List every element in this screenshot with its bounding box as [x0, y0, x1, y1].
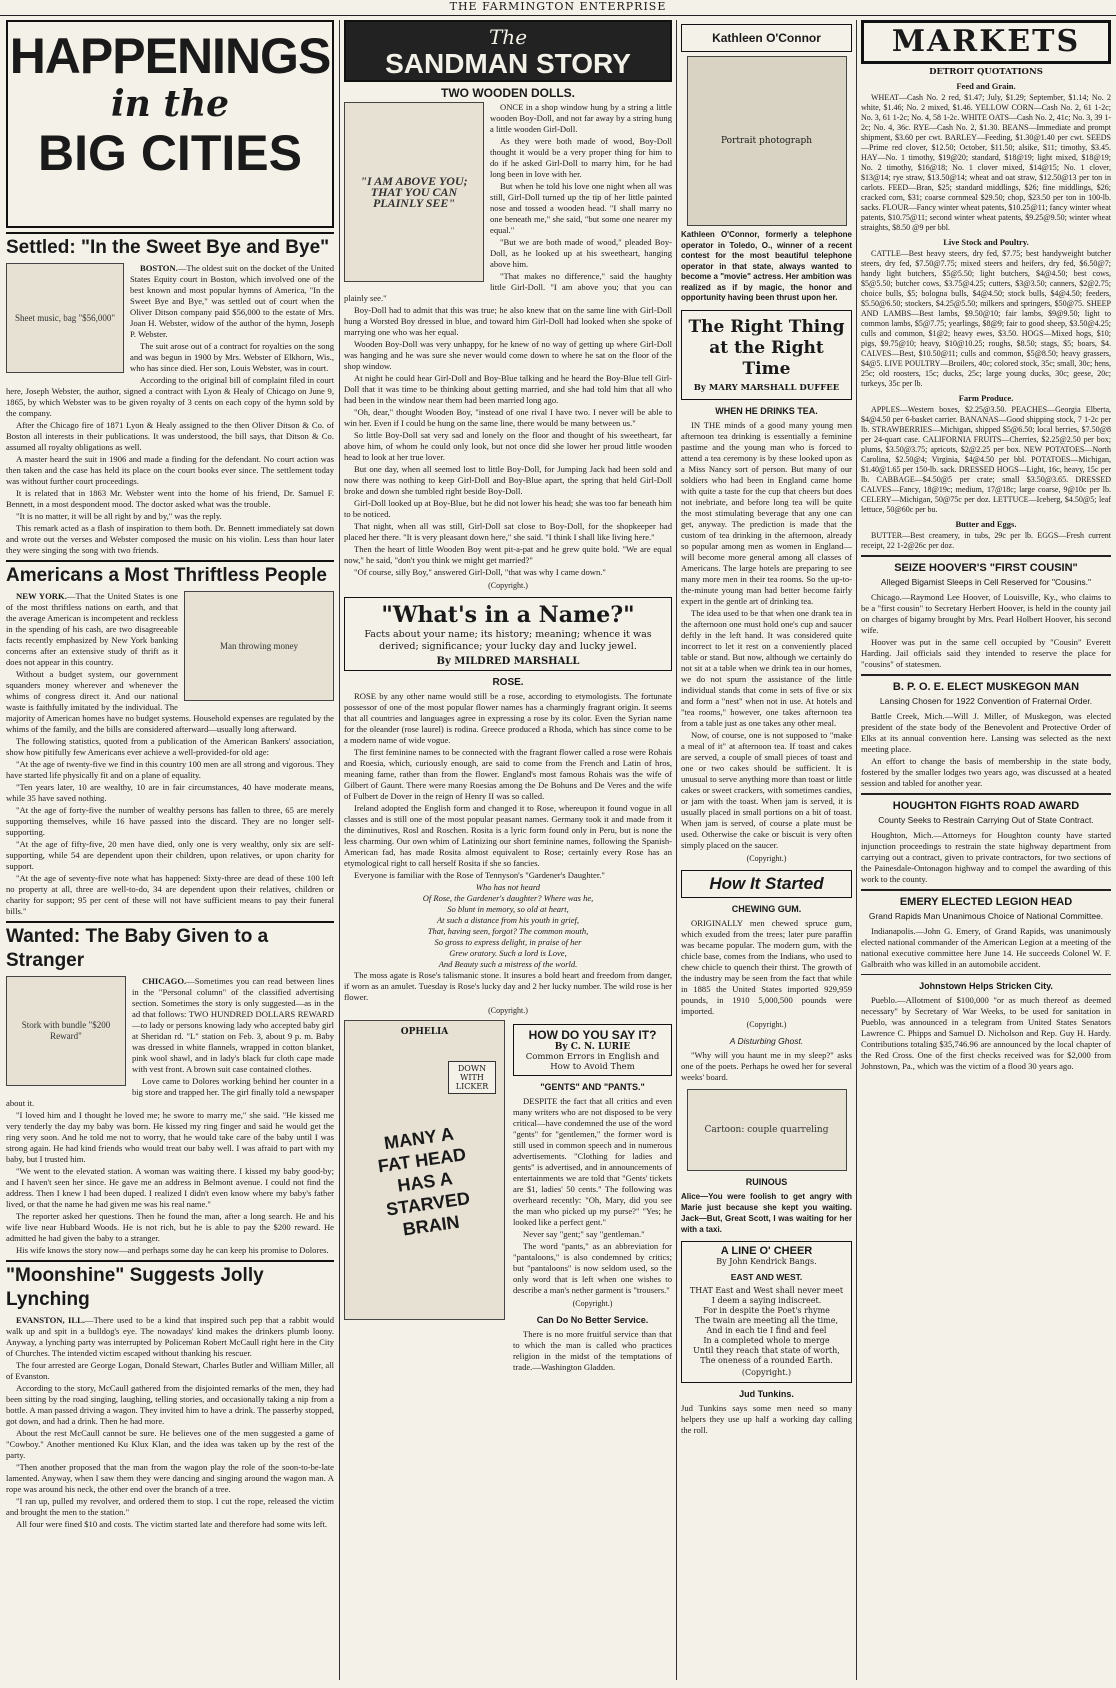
- paragraph: Pueblo.—Allotment of $100,000 "or as much thereof as deemed necessary" by Secretary of War Weeks, to be used for sanitation in Pueblo, was announced in a telegram from United States Senators Lawrence C. Phipps and Samuel D. Nicholson and Rep. Guy H. Hardy. Contributions totaling $35,746.96 are announced by the local chapter of the Red Cross. One of the first checks received was for $2,000 from Johnstown, Pa., which was the victim of a flood 30 years ago.: [861, 995, 1111, 1071]
- story-moonshine: EVANSTON, ILL.—There used to be a kind that inspired such pep that a rabbit would walk up and spit in a bulldog's eye. The nowadays' kind makes the drinkers plumb loony. Anyway, a lynching party was interrupted by Policeman Robert McCaull right here in the City of Churches. The intended victim escaped without thanking his rescuer. The four arrested are George Logan, Donald Stewart, Charles Butler and William Miller, all of Evanston. According to the story, McCaull gathered from the disjointed remarks of the men, they had been sitting by the road singing, laughing, telling stories, and occasionally taking a nip from a bottle. A man passed driving a wagon. They invited him to have a drink. The passerby stopped, got down, and had a drink. Then he had more. About the rest McCaull cannot be sure. He believes one of the men suggested a game of "Cowboy." Another mentioned Ku Klux Klan, and the idea was taken up by the rest of the party. "Then another proposed that the man from the wagon play the role of the soon-to-be-late lamented. Anyway, when I saw them they were dancing and singing around the wagon man. A rope was around his neck, the other end over the branch of a tree. "I ran up, pulled my revolver, and ordered them to stop. I cut the rope, released the victim and brought the men to the station." All four were fined $10 and costs. The victim started late and therefore had some wits left.: [6, 1315, 334, 1529]
- paragraph: An effort to change the basis of membership in the state body, fostered by the smaller lodges two years ago, was discussed at a heated session and tabled for another year.: [861, 756, 1111, 788]
- column-features: [681, 20, 852, 1684]
- copyright: (Copyright.): [488, 581, 528, 590]
- photo-title: Kathleen O'Connor: [712, 31, 821, 45]
- paragraph: Without a budget system, our government squanders money wherever and whenever the whims of congress direct it. And our national waste is faithfully imitated by the individual. The majority of American homes have no budget systems. Household expenses are regulated by the whims of the family, and the bills are considered afterward—usually long afterward.: [6, 669, 334, 734]
- how-say-sub: Common Errors in English and How to Avoid Them: [525, 1052, 660, 1072]
- jud-text: Jud Tunkins says some men need so many helpers they use up half a working day calling the roll.: [681, 1402, 852, 1435]
- sandman-banner-the: The: [488, 25, 528, 49]
- how-started-title: How It Started: [709, 873, 824, 893]
- dateline: EVANSTON, ILL.: [16, 1315, 85, 1325]
- how-say-box: [513, 1024, 672, 1076]
- paragraph: The following statistics, quoted from a publication of the American Bankers' association, show how pitifully few Americans ever achieve a well-provided-for old age:: [6, 736, 334, 757]
- column-rule: [339, 20, 340, 1680]
- paragraph: "I loved him and I thought he loved me; he swore to marry me," she said. "He kissed me very tenderly the day my baby was born. He kissed my ring finger and said he would get the ring very soon. And he told me not to worry, that he would take care of the baby until I was strong again. He had kind friends who would treat our baby well. I was afraid to part with my baby, but I trusted him.: [6, 1110, 334, 1164]
- paragraph: After the Chicago fire of 1871 Lyon & Healy assigned to the then Oliver Ditson & Co. of Boston all interests in their publications. It was understood, the bill says, that Ditson & Co. assumed all royalty obligations as well.: [6, 420, 334, 452]
- sandman-banner: [344, 20, 672, 82]
- column-rule: [676, 20, 677, 1680]
- houghton-sub: County Seeks to Restrain Carrying Out of State Contract.: [878, 815, 1094, 825]
- paragraph: "Why will you haunt me in my sleep?" asks one of the poets. Perhaps he owed her for several weeks' board.: [681, 1049, 852, 1082]
- paragraph: "At the age of twenty-five we find in this country 100 men are all strong and vigorous. They have started life physically fit and on a plane of equality.: [6, 759, 334, 780]
- paragraph: About the rest McCaull cannot be sure. He believes one of the men suggested a game of "Cowboy." Another mentioned Ku Klux Klan, and the idea was taken up by the rest of the party.: [6, 1428, 334, 1460]
- paragraph: "Of course, silly Boy," answered Girl-Doll, "that was why I came down.": [354, 567, 606, 577]
- copyright: (Copyright.): [746, 853, 787, 863]
- paragraph: Never say "gent;" say "gentleman.": [523, 1229, 645, 1239]
- markets-subtitle: DETROIT QUOTATIONS: [929, 67, 1043, 77]
- johnstown-story: [861, 995, 1111, 1072]
- name-box: [344, 597, 672, 671]
- name-rose-story: [344, 691, 672, 1016]
- name-subtitle: Facts about your name; its history; meaning; whence it was derived; significance; your lucky day and lucky jewel.: [364, 629, 652, 652]
- story-sweet-bye: Sheet music, bag "$56,000" BOSTON.—The oldest suit on the docket of the United States Equity court in Boston, which involved one of the best known and most popular hymns of America, "In the Sweet Bye and Bye," was settled out of court when the Oliver Ditson company paid $56,000 to the estate of Mrs. Joan H. Webster, widow of the author of the hymn, Joseph P. Webster. The suit arose out of a contract for royalties on the song and was begun in 1900 by Mrs. Webster of Elkhorn, Wis., who has since died. Her son, Louis Webster, was in court. According to the original bill of complaint filed in court here, Joseph Webster, the author, signed a contract with Lyon & Healy of Chicago on June 9, 1865, by which Webster was to be given royalty of 3 cents on each copy of the hymn sold by the company. After the Chicago fire of 1871 Lyon & Healy assigned to the then Oliver Ditson & Co. of Boston all interests in their publications. It was understood, the bill says, that Ditson & Co. assumed all royalty obligations as well. A master heard the suit in 1906 and made a finding for the defendant. No court action was then taken and the case has held its place on the court books ever since. The settlement today was without further court proceedings. It is related that in 1863 Mr. Webster went into the home of his friend, Dr. Samuel F. Bennett, in a most despondent mood. The doctor asked what was the trouble. "It is no matter, it will be all right by and by," was the reply. This remark acted as a flash of inspiration to them both. Dr. Bennett immediately sat down and wrote out the verses and Webster composed the music on his violin. Less than hour later they were singing the song with two friends.: [6, 263, 334, 555]
- bottom-row: [344, 1020, 672, 1374]
- ruinous-cartoon: Cartoon: couple quarreling: [687, 1089, 847, 1171]
- houghton-head: HOUGHTON FIGHTS ROAD AWARD: [892, 800, 1080, 812]
- divider: [861, 889, 1111, 891]
- market-category: Live Stock and Poultry.: [943, 237, 1029, 247]
- divider: [861, 793, 1111, 795]
- divider: [861, 674, 1111, 676]
- paragraph: "At the age of seventy-five note what has happened: Sixty-three are dead of these 100 left no property at all, three are well-to-do, 34 are dependent upon their relatives, children or charity for support; 95 per cent of these will not have sufficient means to pay their funeral bills.": [6, 873, 334, 916]
- paragraph: The oldest suit on the docket of the United States Equity court in Boston, which involved one of the best known and most popular hymns of America, "In the Sweet Bye and Bye," was settled out of court when the Oliver Ditson company paid $56,000 to the estate of Mrs. Joan H. Webster, widow of the author of the hymn, Joseph P. Webster.: [130, 263, 334, 339]
- paragraph: That the United States is one of the most thriftless nations on earth, and that the average American is incompetent and reckless in the spending of his cash, are two disagreeable facts recently emphasized by New York banking concerns after an extensive study of thrift as it does not appear in this country.: [6, 591, 178, 667]
- paragraph: Girl-Doll looked up at Boy-Blue, but he did not lower his head; she was too far beneath him to be noticed.: [344, 498, 672, 519]
- paragraph: The idea used to be that when one drank tea in the afternoon one must hold one's cup and saucer deftly in the left hand. It was considered quite incorrect to let it rest on a conveniently placed table or stand. But now, although we certainly do not sit at a table when we drink tea in our homes, we do not spurn the assistance of the little individual stands that come in sets of five or six and form a "nest" when not in use. At hotels and "tea rooms," however, one takes afternoon tea from a table just as one takes any other meal.: [681, 607, 852, 728]
- banner-line-1: HAPPENINGS: [9, 28, 331, 84]
- right-thing-story: [681, 420, 852, 864]
- paragraph: The moss agate is Rose's talismanic stone. It insures a bold heart and freedom from danger, if worn as an amulet. Tuesday is Rose's lucky day and 2 her lucky number. The wild rose is her flower.: [344, 970, 672, 1002]
- paragraph: But one day, when all seemed lost to little Boy-Doll, for Jumping Jack had been sold and now there was nothing to keep Girl-Doll and Boy-Blue apart, the spring that held Girl-Doll broke and down she tumbled right beside Boy-Doll.: [344, 464, 672, 496]
- story-baby: Stork with bundle "$200 Reward" CHICAGO.—Sometimes you can read between lines in the "Personal column" of the classified advertising section. Sometimes the story is only suggested—as in the ad that follows: TWO HUNDRED DOLLARS REWARD—to lady or persons knowing lady who accepted baby girl at Sheridan rd. "L" station on Feb. 3, about 9 p. m. Baby was dressed in white flannels, wrapped in cotton blanket, pink wool shawl, and in lady's black fur cloth cape made with vest front. A brown suit case contained clothes. Love came to Dolores working behind her counter in a big store and trapped her. The girl finally told a newspaper about it. "I loved him and I thought he loved me; he swore to marry me," she said. "He kissed me very tenderly the day my baby was born. He kissed my ring finger and said he would get the ring very soon. And he told me not to worry, that he would take care of the baby until I was strong again. He had kind friends who would treat our baby well. I was afraid to part with my baby, but I trusted him. "We went to the elevated station. A woman was waiting there. I kissed my baby good-by; and I haven't seen her since. He gave me an address in Belmont avenue. I could not find the address. Then I knew I had been duped. I realized I didn't even know where my baby's father lived, or that the name he had given me was his real name." The reporter asked her questions. Then he found the man, after a long search. He and his wife live near Hubbard Woods. He is not rich, but he is able to pay the $200 reward. He admitted he had given the baby to a stranger. His wife knows the story now—and perhaps some day he can keep his promise to Dolores.: [6, 976, 334, 1255]
- copyright: (Copyright.): [741, 1367, 792, 1377]
- ruinous-text: Alice—You were foolish to get angry with Marie just because she kept you waiting. Jack—But, Great Scott, I was waiting for her with a taxi.: [681, 1191, 852, 1234]
- market-butter: BUTTER—Best creamery, in tubs, 29c per lb. EGGS—Fresh current receipt, 22 1-2@26c per doz.: [861, 531, 1111, 550]
- markets-title: MARKETS: [891, 24, 1081, 59]
- portrait-photo: Portrait photograph: [687, 56, 847, 226]
- paragraph: Ireland adopted the English form and changed it to Rose, whereupon it found vogue in all classes and is still one of the most popular peasant names. Germany took it and made from it the diminutives, Rosl and Roschen. Rosita is a lyric form found only in Peru, but is none the less charming. Our own whim of Latinizing our short feminine names, following the Spanish-American fad, has made Rosita almost equivalent to Rose; certainly every Rose has an etymological right to call herself Rosita if she so fancies.: [344, 803, 672, 868]
- paragraph: "Ten years later, 10 are wealthy, 10 are in fair circumstances, 40 have moderate means, while 35 have saved nothing.: [6, 782, 334, 803]
- name-title: "What's in a Name?": [381, 602, 635, 628]
- money-man-illustration: Man throwing money: [184, 591, 334, 701]
- how-say-byline: By C. N. LURIE: [554, 1042, 631, 1052]
- copyright: (Copyright.): [572, 1299, 613, 1308]
- market-stock: CATTLE—Best heavy steers, dry fed, $7.75; best handyweight butcher steers, dry fed, $7.50@7.75; mixed steers and heifers, dry fed, $6.50@7; handy light butchers, $5@5.50; light butchers, $4@4.50; best cows, $5@5.50; butcher cows, $3.75@4.25; cutters, $3@3.50; canners, $2@2.75; choice bulls, $5; bologna bulls, $4@4.50; stock bulls, $4@4.50; feeders, $5.50@6.50; stockers, $4.25@5.50; milkers and springers, $50@75. SHEEP AND LAMBS—Best lambs, $9.50@10; fair lambs, $9@9.50; light to common lambs, $5@7.75; yearlings, $8@9; fair to good sheep, $3.50@4.25; culls and common, $1@2; heavy ewes, $3.50. HOGS—Mixed hogs, $10; pigs, $9.75@10; heavy, $10@10.25; roughs, $8.50; stags, $5; boars, $4. CALVES—Best, $10.50@11; culls and common, $5@8.50; heavy grassers, $4@5. LIVE POULTRY—Broilers, 40c; colored stock, 35c; small, 30c; hens, 25c; old roosters, 15c; ducks, 25c; large young ducks, 30c; geese, 20c; turkeys, 35c per lb.: [861, 249, 1111, 388]
- name-byline: By MILDRED MARSHALL: [436, 656, 580, 667]
- market-feed: WHEAT—Cash No. 2 red, $1.47; July, $1.29; September, $1.14; No. 2 white, $1.46; No. 2 mixed, $1.46. YELLOW CORN—Cash No. 2, 61 1-2c; No. 3, 61 1-2c; No. 4, 58 1-2c. WHITE OATS—Cash No. 2, 41c; No. 3, 39 1-2c; No. 4, 36c. RYE—Cash No. 2, $1.30. BEANS—Immediate and prompt shipment, $3.60 per cwt. BARLEY—Feeding, $1.30@1.40 per cwt. SEEDS—Prime red clover, $12.50; October, $11.50; alsike, $11; timothy, $3.45. HAY—No. 1 timothy, $19@20; standard, $18@19; light mixed, $18@19; No. 2 timothy, $16@18; No. 1 clover mixed, $14@15; No. 1 clover, $13@14; rye straw, $13.50@14; wheat and oat straw, $12.50@13 per ton in carlots. FEED—Bran, $25; standard middlings, $26; fine middlings, $26; cracked corn, $31; coarse cornmeal $29.50; chop, $23.50 per ton in 100-lb. sacks. FLOUR—Fancy winter wheat patents, $10.25@11; fancy winter wheat patents, $10.75@11; second winter wheat patents, $9.25@9.50; winter wheat straights, $8.50 @9 per bbl.: [861, 93, 1111, 232]
- dateline: CHICAGO.: [142, 976, 187, 986]
- paragraph: Battle Creek, Mich.—Will J. Miller, of Muskegon, was elected president of the state body of the Benevolent and Protective Order of Elks at its annual convention here. Lansing was selected as the next meeting place.: [861, 711, 1111, 754]
- houghton-story: [861, 830, 1111, 885]
- paragraph: "But we are both made of wood," pleaded Boy-Doll, as he looked up at his sweetheart, hanging above him.: [490, 237, 672, 269]
- banner-line-3: BIG CITIES: [38, 125, 302, 181]
- line-cheer-box: [681, 1241, 852, 1383]
- photo-caption: Kathleen O'Connor, formerly a telephone operator in Toledo, O., winner of a recent contest for the most beautiful telephone operator in that state, always wanted to become a "movie" actress. Her ambition was realized as if by magic, the honor and opportunity having been thrust upon her.: [681, 230, 852, 302]
- paragraph: All four were fined $10 and costs. The victim started late and therefore had some wits left.: [16, 1519, 328, 1529]
- paragraph: The suit arose out of a contract for royalties on the song and was begun in 1900 by Mrs. Webster of Elkhorn, Wis., who has since died. Her son, Louis Webster, was in court.: [130, 341, 334, 373]
- stork-illustration: Stork with bundle "$200 Reward": [6, 976, 126, 1086]
- paragraph: The four arrested are George Logan, Donald Stewart, Charles Butler and William Miller, all of Evanston.: [6, 1360, 334, 1381]
- market-category: Feed and Grain.: [956, 81, 1016, 91]
- paragraph: According to the original bill of complaint filed in court here, Joseph Webster, the author, signed a contract with Lyon & Healy of Chicago on June 9, 1865, by which Webster was to be given royalty of 3 cents on each copy of the hymn sold by the company.: [6, 375, 334, 418]
- hoover-story: [861, 592, 1111, 670]
- right-thing-title-2: at the Right Time: [709, 337, 824, 379]
- better-head: Can Do No Better Service.: [536, 1315, 649, 1325]
- paragraph: "At the age of forty-five the number of wealthy persons has fallen to three, 65 are merely supporting themselves, while 16 have passed into the discard. They are no longer self-supporting.: [6, 805, 334, 837]
- right-thing-box: [681, 310, 852, 400]
- line-cheer-head: EAST AND WEST.: [730, 1271, 803, 1282]
- sheet-music-illustration: Sheet music, bag "$56,000": [6, 263, 124, 373]
- story-headline: "Moonshine" Suggests Jolly Lynching: [6, 1260, 334, 1312]
- line-cheer-verse: THAT East and West shall never meet I deem a saying indiscreet. For in despite the Poet's rhyme The twain are meeting all the time, And in each tie I find and feel In a completed whole to merge Until they reach that state of worth, The oneness of a rounded Earth.: [689, 1285, 844, 1365]
- story-headline: Americans a Most Thriftless People: [6, 560, 334, 588]
- emery-sub: Grand Rapids Man Unanimous Choice of National Committee.: [868, 911, 1104, 921]
- cartoon-label: OPHELIA: [400, 1027, 449, 1037]
- paragraph: "I ran up, pulled my revolver, and ordered them to stop. I cut the rope, released the victim and brought the men to the station.": [6, 1496, 334, 1517]
- paragraph: "It is no matter, it will be all right by and by," was the reply.: [16, 511, 222, 521]
- paragraph: According to the story, McCaull gathered from the disjointed remarks of the men, they had been sitting by the road singing, laughing, telling stories, and occasionally taking a nip from a bottle. A man passed driving a wagon. They invited him to have a drink. The passerby stopped, got down, and had a drink. Then he had more.: [6, 1383, 334, 1426]
- column-sandman: [344, 20, 672, 1684]
- paragraph: There is no more fruitful service than that to which the man is called who practices religion in the midst of the temptations of trade.—Washington Gladden.: [513, 1329, 672, 1372]
- markets-listings: [861, 81, 1111, 551]
- column-happenings: [6, 20, 334, 1684]
- paragraph: "That makes no difference," said the haughty little Girl-Doll. "I am above you; that you can plainly see.": [344, 271, 672, 303]
- paragraph: So little Boy-Doll sat very sad and lonely on the floor and thought of his sweetheart, far above him, of whom he could only look, but not once did she lower her proud little wooden head to look at her true lover.: [344, 430, 672, 462]
- cartoon-text: MANY A FAT HEAD HAS A STARVED BRAIN: [376, 1123, 471, 1240]
- market-category: Farm Produce.: [958, 393, 1014, 403]
- name-head: ROSE.: [492, 677, 524, 688]
- story-headline: Wanted: The Baby Given to a Stranger: [6, 921, 334, 973]
- paragraph: There used to be a kind that inspired such pep that a rabbit would walk up and spit in a bulldog's eye. The nowadays' kind makes the drinkers plumb loony. Anyway, a lynching party was interrupted by Policeman Robert McCaull right here in the City of Churches. The intended victim escaped without thanking his rescuer.: [6, 1315, 334, 1358]
- paragraph: As they were both made of wood, Boy-Doll thought it would be a very proper thing for him to do if he asked Girl-Doll to marry him, for he had long been in love with her.: [490, 136, 672, 179]
- verse: Who has not heard Of Rose, the Gardener's daughter? Where was he, So blunt in memory, so old at heart, At such a distance from his youth in grief, That, having seen, forgot? The common mouth, So gross to express delight, in praise of her Grew oratory. Such a lord is Love, And Beauty such a mistress of the world.: [422, 882, 594, 969]
- market-category: Butter and Eggs.: [955, 519, 1017, 529]
- story-headline: Settled: "In the Sweet Bye and Bye": [6, 232, 334, 260]
- hoover-head: SEIZE HOOVER'S "FIRST COUSIN": [894, 562, 1078, 574]
- paragraph: Everyone is familiar with the Rose of Tennyson's "Gardener's Daughter.": [354, 870, 605, 880]
- bpoe-story: [861, 711, 1111, 789]
- photo-title-box: [681, 24, 852, 52]
- paragraph: Wooden Boy-Doll was very unhappy, for he knew of no way of getting up where Girl-Doll was hanging and he was sure she never would come down to where he sat on the floor of the shop window.: [344, 339, 672, 371]
- column-rule: [856, 20, 857, 1680]
- paragraph: Then the heart of little Wooden Boy went pit-a-pat and he grew quite bold. "We are equal now," he said, "don't you think we might get married?": [344, 544, 672, 565]
- right-thing-byline: By MARY MARSHALL DUFFEE: [693, 382, 840, 393]
- how-started-box: [681, 870, 852, 898]
- johnstown-head: Johnstown Helps Stricken City.: [919, 981, 1053, 991]
- divider: [861, 555, 1111, 557]
- how-say-head: "GENTS" AND "PANTS.": [540, 1082, 645, 1092]
- paragraph: ROSE by any other name would still be a rose, according to etymologists. The fortunate possessor of one of the most popular flower names has a charmingly fragrant origin. It seems that all countries and languages agree in expressing a rose by its color. Even the Syrian name for the oleander (rose laurel) is rodina. Greece produced a Rhoda, which has since come to be a modern name of wide vogue.: [344, 691, 672, 745]
- sandman-title: TWO WOODEN DOLLS.: [441, 86, 575, 100]
- paragraph: The word "pants," as an abbreviation for "pantaloons," is also condemned by critics; but "pantaloons" is now seldom used, so the only word that is left when one wishes to describe a man's nether garment is "trousers.": [513, 1241, 672, 1295]
- paragraph: But when he told his love one night when all was still, Girl-Doll turned up the tip of her little painted nose and tossed a wooden head. "I shall marry no one beneath me," she said, "but some one nearer my equal.": [490, 181, 672, 235]
- sandman-banner-title: SANDMAN STORY: [385, 48, 631, 79]
- paragraph: DESPITE the fact that all critics and even many writers who are not disposed to be very critical—have condemned the use of the word "gents" for "gentlemen," the former word is still used in common speech and in numerous advertisements. "Clothing for ladies and gents" is advertised, and in announcements of entertainments we are told that "Gents' tickets are $1, ladies' 50 cents." The following was overheard recently: "Oh, Mary, did you see the man who picked up my purse?" "Yes; he looked like a perfect gent.": [513, 1096, 672, 1227]
- line-cheer-title: A LINE O' CHEER: [720, 1244, 813, 1257]
- how-say-title: HOW DO YOU SAY IT?: [528, 1028, 657, 1042]
- fathead-cartoon: [344, 1020, 505, 1320]
- divider: [861, 974, 1111, 975]
- paragraph: Houghton, Mich.—Attorneys for Houghton county have started injunction proceedings to restrain the state highway department from carrying out a contract, given to private contractors, for two sections of the Painesdale-Ontonagon highway and to compel the awarding of this work to the county.: [861, 830, 1111, 884]
- paragraph: "Oh, dear," thought Wooden Boy, "instead of one rival I have two. I never will be able to win her. Even if I could be hung on the same line, there would be many between us.": [344, 407, 672, 428]
- paragraph: The first feminine names to be connected with the fragrant flower called a rose were Rohais and Roesia, which, curiously enough, are said to come from the French and Latin of hros, meaning fame, rather than from the flower. England's most famous Rohais was the wife of Gilbert of Gaunt. There were many Roesias among the De Bohuns and De Veres and the wife of Fulbert de Dover in the reign of Henry II was so called.: [344, 747, 672, 801]
- paragraph: The reporter asked her questions. Then he found the man, after a long search. He and his wife live near Hubbard Woods. He is not rich, but he is able to pay the $200 reward. He admitted he had given the baby to a stranger.: [6, 1211, 334, 1243]
- paragraph: Now, of course, one is not supposed to "make a meal of it" at afternoon tea. If toast and cakes are served, a couple of small pieces of toast and one or two cakes should be sufficient. It is unusual to serve anything more than toast or little cakes or sweet crackers, with sometimes candies, or jam with the toast. When jam is served, it is usually placed in small portions on a bit of toast. When jam is served, of course a plate must be used. Otherwise the cake or biscuit is very often simply placed on the saucer.: [681, 729, 852, 850]
- paragraph: Hoover was put in the same cell occupied by "Cousin" Everett Harding. Jail officials said they intended to reserve the place for "cousins" of statesmen.: [861, 637, 1111, 669]
- cartoon-sign: DOWN WITH LICKER: [448, 1061, 496, 1094]
- how-started-story: [681, 918, 852, 1083]
- paragraph: ONCE in a shop window hung by a string a little wooden Boy-Doll, and not far away by a string hung a little wooden Girl-Doll.: [490, 102, 672, 134]
- jud-head: Jud Tunkins.: [739, 1388, 794, 1399]
- column-markets: [861, 20, 1111, 1684]
- paragraph: That night, when all was still, Girl-Doll sat close to Boy-Doll, for the shopkeeper had placed her there. "It is very pleasant down here," she said. "I think I shall like living here.": [344, 521, 672, 542]
- market-produce: APPLES—Western boxes, $2.25@3.50. PEACHES—Georgia Elberta, $4@4.50 per 6-basket carrier. BANANAS—Good shipping stock, 7 1-2c per lb. STRAWBERRIES—Michigan, shipped $5@6.50; local berries, $7.50@8 per 24-quart case. CALIFORNIA FRUITS—Cherries, $2.25@2.50 per box; plums, $3.50@3.75; apricots, $2@2.25 per box. NEW POTATOES—North Carolina, $2.50@4; Virginia, $4@4.50 per bbl. POTATOES—Michigan, $1.40@1.65 per 150-lb. sack. DRESSED HOGS—Light, 16c, heavy, 15c per lb. CABBAGE—$4.50@5 per crate; small $3.50@3.65. DRESSED CALVES—Fancy, 18@19c; medium, 17@18c; large coarse, 9@10c per lb. CELERY—Michigan, 50@75c per doz. LETTUCE—Iceberg, $4.50@5; leaf lettuce, 50@60c per bu.: [861, 405, 1111, 514]
- copyright: (Copyright.): [488, 1006, 528, 1015]
- paragraph: Indianapolis.—John G. Emery, of Grand Rapids, was unanimously elected national commander of the American Legion at a meeting of the national executive committee here June 14. He succeeds Colonel W. F. Galbraith who was killed in an automobile accident.: [861, 926, 1111, 969]
- how-started-head: CHEWING GUM.: [731, 903, 802, 914]
- paragraph: Love came to Dolores working behind her counter in a big store and trapped her. The girl finally told a newspaper about it.: [6, 1076, 334, 1108]
- bpoe-sub: Lansing Chosen for 1922 Convention of Fraternal Order.: [879, 696, 1093, 706]
- paragraph: Boy-Doll had to admit that this was true; he also knew that on the same line with Girl-Doll hung a Worsted Boy dressed in blue, and toward him Girl-Doll had looked when she spoke of marrying one who was her equal.: [344, 305, 672, 337]
- dolls-illustration: "I AM ABOVE YOU; THAT YOU CAN PLAINLY SEE": [344, 102, 484, 282]
- sandman-story: [344, 102, 672, 591]
- ruinous-head: RUINOUS: [745, 1176, 788, 1187]
- right-thing-head: WHEN HE DRINKS TEA.: [715, 405, 818, 416]
- paragraph: At night he could hear Girl-Doll and Boy-Blue talking and he heard the Boy-Blue tell Girl-Doll that it was time to be thinking about getting married, and she had told him that all who had been in the window near them had been married long ago.: [344, 373, 672, 405]
- paragraph: "Then another proposed that the man from the wagon play the role of the soon-to-be-late lamented. Anyway, when I saw them they were dancing and singing around the wagon man. A rope was around his neck, the other end over the branch of a tree.: [6, 1462, 334, 1494]
- paragraph: Chicago.—Raymond Lee Hoover, of Louisville, Ky., who claims to be a "first cousin" to Secretary Herbert Hoover, is held in the county jail on charges of bigamy brought by Mrs. Pearl Holbert Hoover, his second wife.: [861, 592, 1111, 635]
- paragraph: It is related that in 1863 Mr. Webster went into the home of his friend, Dr. Samuel F. Bennett, in a most despondent mood. The doctor asked what was the trouble.: [6, 488, 334, 509]
- paragraph: IN THE minds of a good many young men afternoon tea drinking is essentially a feminine pastime and the young man who is forced to attend a tea ceremony is by these looked upon as a Miss Nancy sort of person. But many of our soldiers who had been in England came home with quite a taste for the cup that cheers but does not inebriate, and before long tea will be quite the most stimulating beverage that any one can get, anyway. The prediction is made that the custom of tea drinking in the afternoon, already so popular among men as women in England—will become more general among all classes of Americans. The large hotels are preparing to see many more men in their tea rooms. So the up-to-the-minute young man had better become fairly expert in the gentle art of drinking tea.: [681, 419, 852, 606]
- copyright: (Copyright.): [746, 1019, 787, 1029]
- paragraph: This remark acted as a flash of inspiration to them both. Dr. Bennett immediately sat down and wrote out the verses and Webster composed the music on his violin. Less than hour later they were singing the song with two friends.: [6, 523, 334, 555]
- paragraph: "At the age of fifty-five, 20 men have died, only one is very wealthy, only six are self-supporting, while 54 are dependent upon their children, upon relatives, or upon charity for support.: [6, 839, 334, 871]
- paragraph: Sometimes you can read between lines in the "Personal column" of the classified advertising section. Sometimes the story is only suggested—as in the ad that follows: TWO HUNDRED DOLLARS REWARD—to lady or persons knowing lady who accepted baby girl at Sheridan rd. "L" station on Feb. 3, about 9 p. m. Baby was dressed in white flannels, wrapped in cotton blanket, pink wool shawl, and in lady's black fur cloth cape made with vest front. A brown suit case contained clothes.: [132, 976, 334, 1074]
- banner-line-2: in the: [110, 83, 230, 125]
- dateline: NEW YORK.: [16, 591, 67, 601]
- paragraph: His wife knows the story now—and perhaps some day he can keep his promise to Dolores.: [16, 1245, 329, 1255]
- paragraph: "We went to the elevated station. A woman was waiting there. I kissed my baby good-by; and I haven't seen her since. He gave me an address in Belmont avenue. I could not find the address. Then I knew I had been duped. I realized I didn't even know where my baby's father lived, or that the name he had given me was his real name.": [6, 1166, 334, 1209]
- masthead: THE FARMINGTON ENTERPRISE: [0, 0, 1116, 16]
- hoover-sub: Alleged Bigamist Sleeps in Cell Reserved for "Cousins.": [880, 577, 1092, 587]
- emery-story: [861, 926, 1111, 970]
- happenings-banner: [6, 20, 334, 228]
- paragraph: ORIGINALLY men chewed spruce gum, which exuded from the trees; later pure paraffin was became popular. The modern gum, with the chicle base, comes from the Indians, who used to chew chicle to quench their thirst. The growth of the industry may be seen from the fact that while in 1885 the United States imported 929,959 pounds, in 1910 5,000,500 pounds were imported.: [681, 917, 852, 1016]
- right-thing-title-1: The Right Thing: [688, 316, 845, 337]
- line-cheer-byline: By John Kendrick Bangs.: [716, 1256, 817, 1266]
- paragraph: A master heard the suit in 1906 and made a finding for the defendant. No court action was then taken and the case has held its place on the court books ever since. The settlement today was without further court proceedings.: [6, 454, 334, 486]
- story-thriftless: Man throwing money NEW YORK.—That the United States is one of the most thriftless nations on earth, and that the average American is incompetent and reckless in the spending of his cash, are two disagreeable facts recently emphasized by New York banking concerns after an extensive study of thrift as it does not appear in this country. Without a budget system, our government squanders money wherever and whenever the whims of congress direct it. And our national waste is faithfully imitated by the individual. The majority of American homes have no budget systems. Household expenses are regulated by the whims of the family, and the bills are considered afterward—usually long afterward. The following statistics, quoted from a publication of the American Bankers' association, show how pitifully few Americans ever achieve a well-provided-for old age: "At the age of twenty-five we find in this country 100 men are all strong and vigorous. They have started life physically fit and on a plane of equality. "Ten years later, 10 are wealthy, 10 are in fair circumstances, 40 have moderate means, while 35 have saved nothing. "At the age of forty-five the number of wealthy persons has fallen to three, 65 are merely supporting themselves, while 16 have passed into the discard. They are no longer self-supporting. "At the age of fifty-five, 20 men have died, only one is very wealthy, only six are self-supporting, while 54 are dependent upon their children, upon relatives, or upon charity for support. "At the age of seventy-five note what has happened: Sixty-three are dead of these 100 left no property at all, three are well-to-do, 34 are dependent upon their relatives, children or charity for support; 95 per cent of these will not have sufficient means to pay their funeral bills.": [6, 591, 334, 916]
- how-say-section: [513, 1020, 672, 1374]
- markets-banner: [861, 20, 1111, 64]
- emery-head: EMERY ELECTED LEGION HEAD: [899, 896, 1073, 908]
- how-say-story: [513, 1096, 672, 1373]
- ghost-head: A Disturbing Ghost.: [729, 1035, 804, 1046]
- bpoe-head: B. P. O. E. ELECT MUSKEGON MAN: [892, 681, 1080, 693]
- dateline: BOSTON.: [140, 263, 178, 273]
